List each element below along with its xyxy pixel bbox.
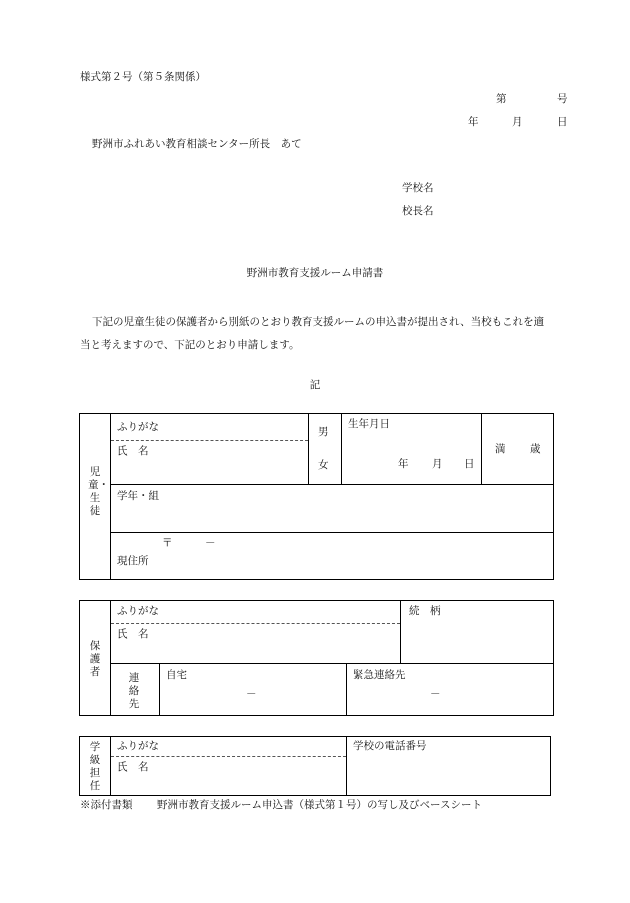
body-text-line1: 下記の児童生徒の保護者から別紙のとおり教育支援ルームの申込書が提出され、当校もこれを適 (92, 316, 545, 328)
emergency-contact-dash: － (430, 688, 441, 700)
form-number: 様式第２号（第５条関係） (80, 71, 206, 83)
ki-mark: 記 (309, 379, 321, 391)
guardian-name-label: 氏 名 (117, 628, 149, 640)
school-name-label: 学校名 (402, 182, 434, 194)
doc-number-suffix: 号 (557, 93, 568, 105)
student-birth-day: 日 (464, 458, 475, 470)
guardian-relation-label: 続 柄 (409, 605, 441, 617)
teacher-furigana-label: ふりがな (117, 740, 159, 752)
student-grade-label: 学年・組 (117, 490, 159, 502)
postal-code-dash: － (205, 537, 216, 549)
guardian-furigana-label: ふりがな (117, 605, 159, 617)
teacher-name-label: 氏 名 (117, 761, 149, 773)
student-age-full-label: 満 (495, 443, 506, 455)
home-phone-label: 自宅 (166, 669, 187, 681)
student-section-label: 児童・生徒 (88, 466, 109, 518)
student-address-label: 現住所 (117, 555, 149, 567)
guardian-section-label: 保護者 (89, 640, 101, 679)
guardian-table (79, 600, 554, 716)
postal-code-mark: 〒 (162, 537, 173, 549)
student-furigana-label: ふりがな (117, 421, 159, 433)
body-text-line2: 当と考えますので、下記のとおり申請します。 (80, 339, 300, 351)
student-name-label: 氏 名 (117, 445, 149, 457)
date-month: 月 (512, 116, 523, 128)
principal-name-label: 校長名 (402, 205, 434, 217)
document-title: 野洲市教育支援ルーム申請書 (246, 267, 384, 279)
emergency-contact-label: 緊急連絡先 (353, 669, 406, 681)
guardian-contact-label: 連絡先 (128, 672, 140, 711)
student-birth-month: 月 (432, 458, 443, 470)
attachment-text: 野洲市教育支援ルーム申込書（様式第１号）の写し及びベースシート (157, 799, 482, 811)
date-year: 年 (468, 116, 479, 128)
doc-number-prefix: 第 (496, 93, 507, 105)
student-age-unit: 歳 (530, 443, 541, 455)
student-male-label: 男 (318, 426, 329, 438)
attachment-label: ※添付書類 (80, 799, 133, 811)
home-phone-dash: － (246, 688, 257, 700)
addressee: 野洲市ふれあい教育相談センター所長 あて (92, 138, 302, 150)
teacher-section-label: 学級担任 (89, 741, 101, 793)
student-female-label: 女 (318, 459, 329, 471)
date-day: 日 (557, 116, 568, 128)
student-birth-year: 年 (398, 458, 409, 470)
school-phone-label: 学校の電話番号 (353, 740, 427, 752)
student-birth-label: 生年月日 (348, 418, 390, 430)
